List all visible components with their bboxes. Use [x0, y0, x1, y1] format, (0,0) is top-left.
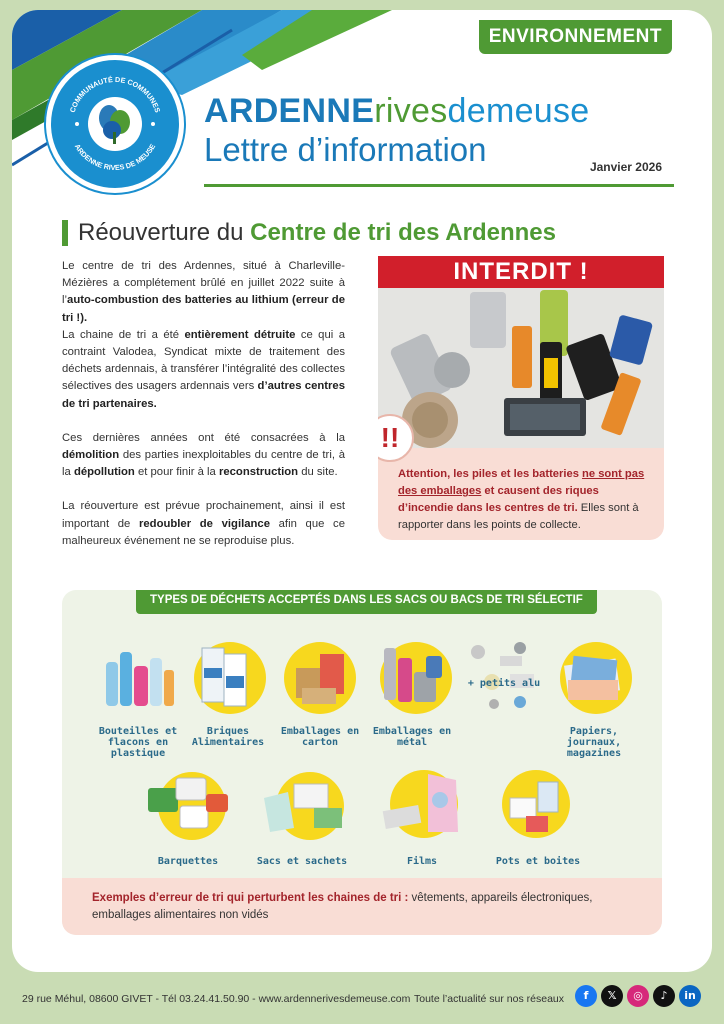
newsletter-page: [12, 10, 712, 972]
small-alu-icon: [464, 632, 544, 722]
waste-type-films: [374, 766, 470, 867]
article-title-highlight: Centre de tri des Ardennes: [250, 219, 556, 246]
food-cartons-icon: [188, 632, 268, 722]
logo-tree-icon: [51, 60, 179, 188]
sorting-errors-text: vêtements, appareils électroniques, emballages alimentaires non vidés: [92, 892, 593, 921]
waste-type-label: Films: [406, 856, 438, 867]
interdit-heading: INTERDIT !: [378, 256, 664, 288]
brand-part-de: de: [447, 92, 486, 130]
waste-type-label: Briques Alimentaires: [191, 726, 265, 748]
brand-title: [204, 92, 674, 169]
batteries-photo: [378, 288, 664, 448]
batteries-warning-box: [378, 256, 664, 540]
waste-type-label: Emballages en métal: [372, 726, 452, 748]
waste-type-label: Emballages en carton: [280, 726, 360, 748]
waste-type-label: + petits alu: [467, 678, 541, 689]
bags-icon: [254, 766, 350, 852]
sorting-errors-note: [62, 878, 662, 935]
linkedin-icon[interactable]: in: [679, 985, 701, 1007]
waste-type-paper: [546, 632, 642, 759]
article-title-plain: Réouverture du: [78, 219, 251, 246]
plastic-bottles-icon: [98, 632, 178, 722]
facebook-icon[interactable]: f: [575, 985, 597, 1007]
brand-name: [204, 92, 674, 131]
footer-socials-label: Toute l’actualité sur nos réseaux: [414, 993, 564, 1005]
waste-type-cartons: [180, 632, 276, 748]
brand-part-ardenne: ARDENNE: [204, 92, 375, 130]
brand-part-rives: rives: [374, 92, 448, 130]
waste-type-label: Bouteilles et flacons en plastique: [98, 726, 178, 759]
films-icon: [374, 766, 470, 852]
waste-type-pots: [490, 766, 586, 867]
accepted-waste-heading: TYPES DE DÉCHETS ACCEPTÉS DANS LES SACS OU BACS DE TRI SÉLECTIF: [136, 590, 597, 614]
article-body: [62, 258, 345, 567]
logo-text-top: COMMUNAUTÉ DE COMMUNES: [67, 74, 163, 114]
x-icon[interactable]: 𝕏: [601, 985, 623, 1007]
article-title: [62, 220, 556, 246]
waste-type-metal: [364, 632, 460, 748]
instagram-icon[interactable]: ◎: [627, 985, 649, 1007]
article-paragraph-4: La réouverture est prévue prochainement, ainsi il est important de redoubler de vigilance afin que ce malheureux événement ne se reproduise plus.: [62, 500, 345, 547]
brand-divider: [204, 184, 674, 187]
newsletter-subtitle: Lettre d’information: [204, 131, 487, 168]
waste-type-label: Barquettes: [157, 856, 219, 867]
waste-type-bags: [254, 766, 350, 867]
waste-type-trays: [140, 766, 236, 867]
paper-icon: [554, 632, 634, 722]
section-badge: ENVIRONNEMENT: [479, 20, 672, 54]
pots-icon: [490, 766, 586, 852]
sorting-errors-label: Exemples d’erreur de tri qui perturbent les chaines de tri :: [92, 892, 409, 904]
community-logo: [46, 55, 184, 193]
metal-packaging-icon: [372, 632, 452, 722]
issue-date: Janvier 2026: [589, 160, 662, 174]
article-paragraph-3: Ces dernières années ont été consacrées à la démolition des parties inexploitables du centre de tri, à la dépollution et pour finir à la reconstruction du site.: [62, 431, 345, 479]
accepted-waste-section: [62, 590, 662, 935]
waste-type-label: Pots et boites: [495, 856, 581, 867]
logo-text-bottom: ARDENNE RIVES DE MEUSE: [72, 142, 158, 173]
trays-icon: [140, 766, 236, 852]
brand-part-meuse: meuse: [485, 92, 590, 130]
waste-type-label: Sacs et sachets: [256, 856, 348, 867]
cardboard-icon: [280, 632, 360, 722]
footer-address: 29 rue Méhul, 08600 GIVET - Tél 03.24.41.50.90 - www.ardennerivesdemeuse.com: [22, 993, 411, 1005]
waste-type-small-alu: [456, 632, 552, 689]
waste-type-label: Papiers, journaux, magazines: [566, 726, 622, 759]
warning-icon: !!: [378, 414, 414, 462]
warning-text: Attention, les piles et les batteries ne sont pas des emballages et causent des riques d’incendie dans les centres de tri. Elles sont à rapporter dans les points de collecte.: [398, 468, 645, 531]
article-paragraph-2: La chaine de tri a été entièrement détruite ce qui a contraint Valodea, Syndicat mixte de traitement des déchets ardennais, à transférer l’intégralité des collectes sélectives des usagers ardennais vers d’autres centres de tri partenaires.: [62, 328, 345, 410]
tiktok-icon[interactable]: ♪: [653, 985, 675, 1007]
article-paragraph-1: Le centre de tri des Ardennes, situé à Charleville-Mézières a complétement brûlé en juillet 2022 suite à l’auto-combustion des batteries au lithium (erreur de tri !).: [62, 260, 345, 324]
waste-type-plastic-bottles: [90, 632, 186, 759]
social-links: [575, 985, 701, 1009]
waste-type-cardboard: [272, 632, 368, 748]
